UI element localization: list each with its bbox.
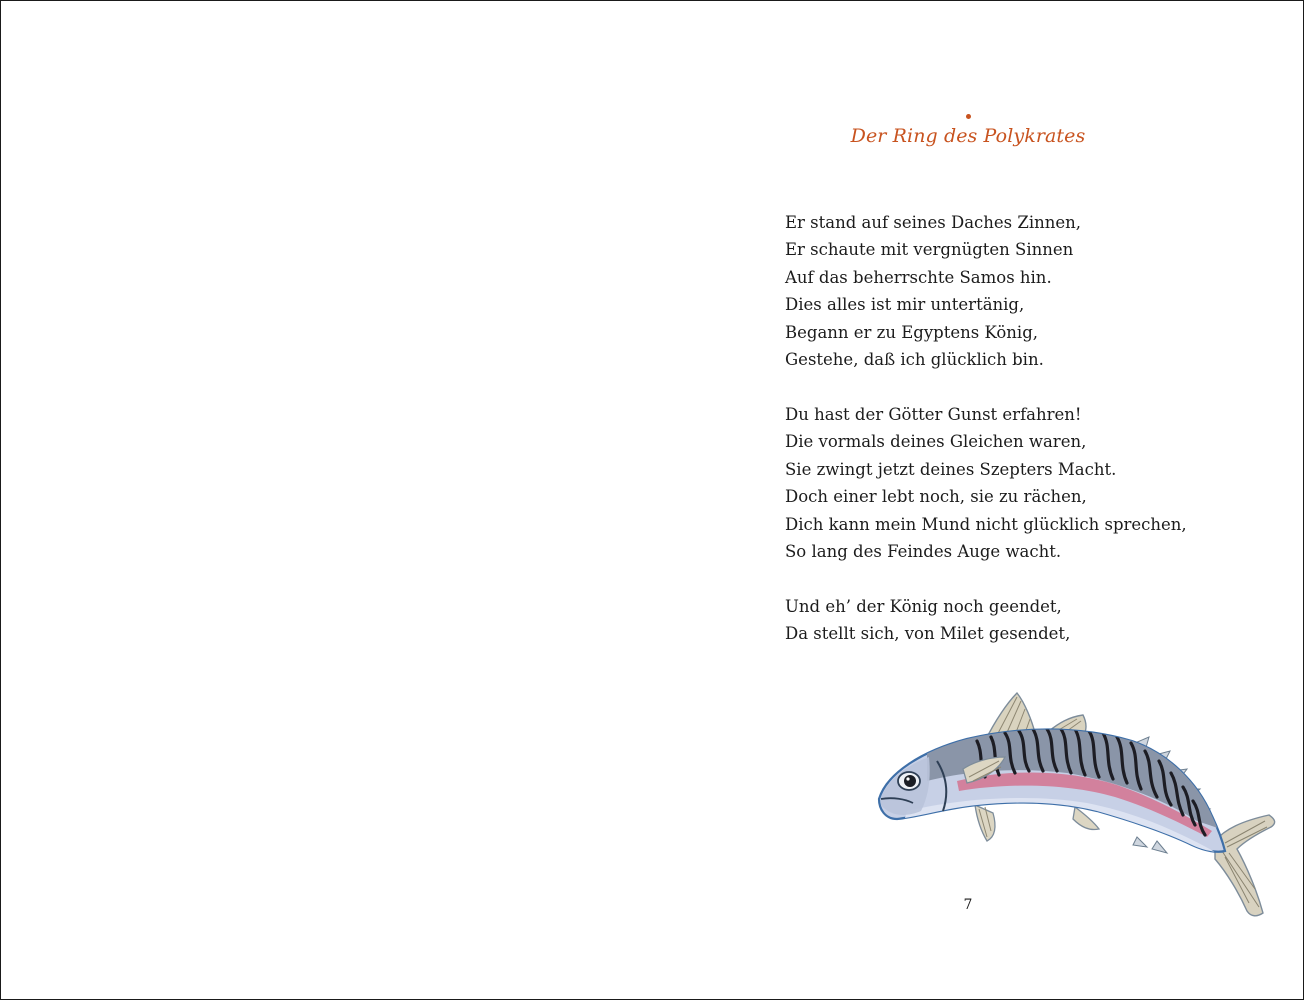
verse-line: Dies alles ist mir untertänig, (785, 295, 1025, 315)
verse-line: Du hast der Götter Gunst erfahren! (785, 404, 1082, 424)
verse-line: Dich kann mein Mund nicht glücklich sprechen, (785, 514, 1187, 534)
verse-line: Doch einer lebt noch, sie zu rächen, (785, 487, 1087, 507)
verse-line: Die vormals deines Gleichen waren, (785, 432, 1087, 452)
right-page (652, 1, 1303, 999)
verse-line: Da stellt sich, von Milet gesendet, (785, 624, 1071, 644)
verse-line: So lang des Feindes Auge wacht. (785, 541, 1062, 561)
verse-line: Begann er zu Egyptens König, (785, 322, 1039, 342)
verse-line: Er schaute mit vergnügten Sinnen (785, 240, 1074, 260)
stanza-3 (785, 593, 1285, 648)
poem-title: Der Ring des Polykrates (850, 125, 1086, 147)
title-ornament-dot (966, 114, 971, 119)
belly-fins (975, 805, 1099, 841)
verse-line: Gestehe, daß ich glücklich bin. (785, 350, 1044, 370)
mackerel-icon (867, 681, 1287, 926)
verse-line: Und eh’ der König noch geendet, (785, 596, 1062, 616)
stanza-2 (785, 401, 1285, 565)
left-page-blank (1, 1, 652, 999)
fish-eye (898, 772, 920, 790)
verse-line: Er stand auf seines Daches Zinnen, (785, 213, 1082, 232)
page-number: 7 (963, 897, 973, 913)
stanza-1 (785, 209, 1285, 373)
fish-body (879, 725, 1227, 881)
poem-body (785, 209, 1285, 675)
tail-fin (1215, 815, 1275, 916)
verse-line: Auf das beherrschte Samos hin. (785, 267, 1052, 287)
verse-line: Sie zwingt jetzt deines Szepters Macht. (785, 459, 1117, 479)
